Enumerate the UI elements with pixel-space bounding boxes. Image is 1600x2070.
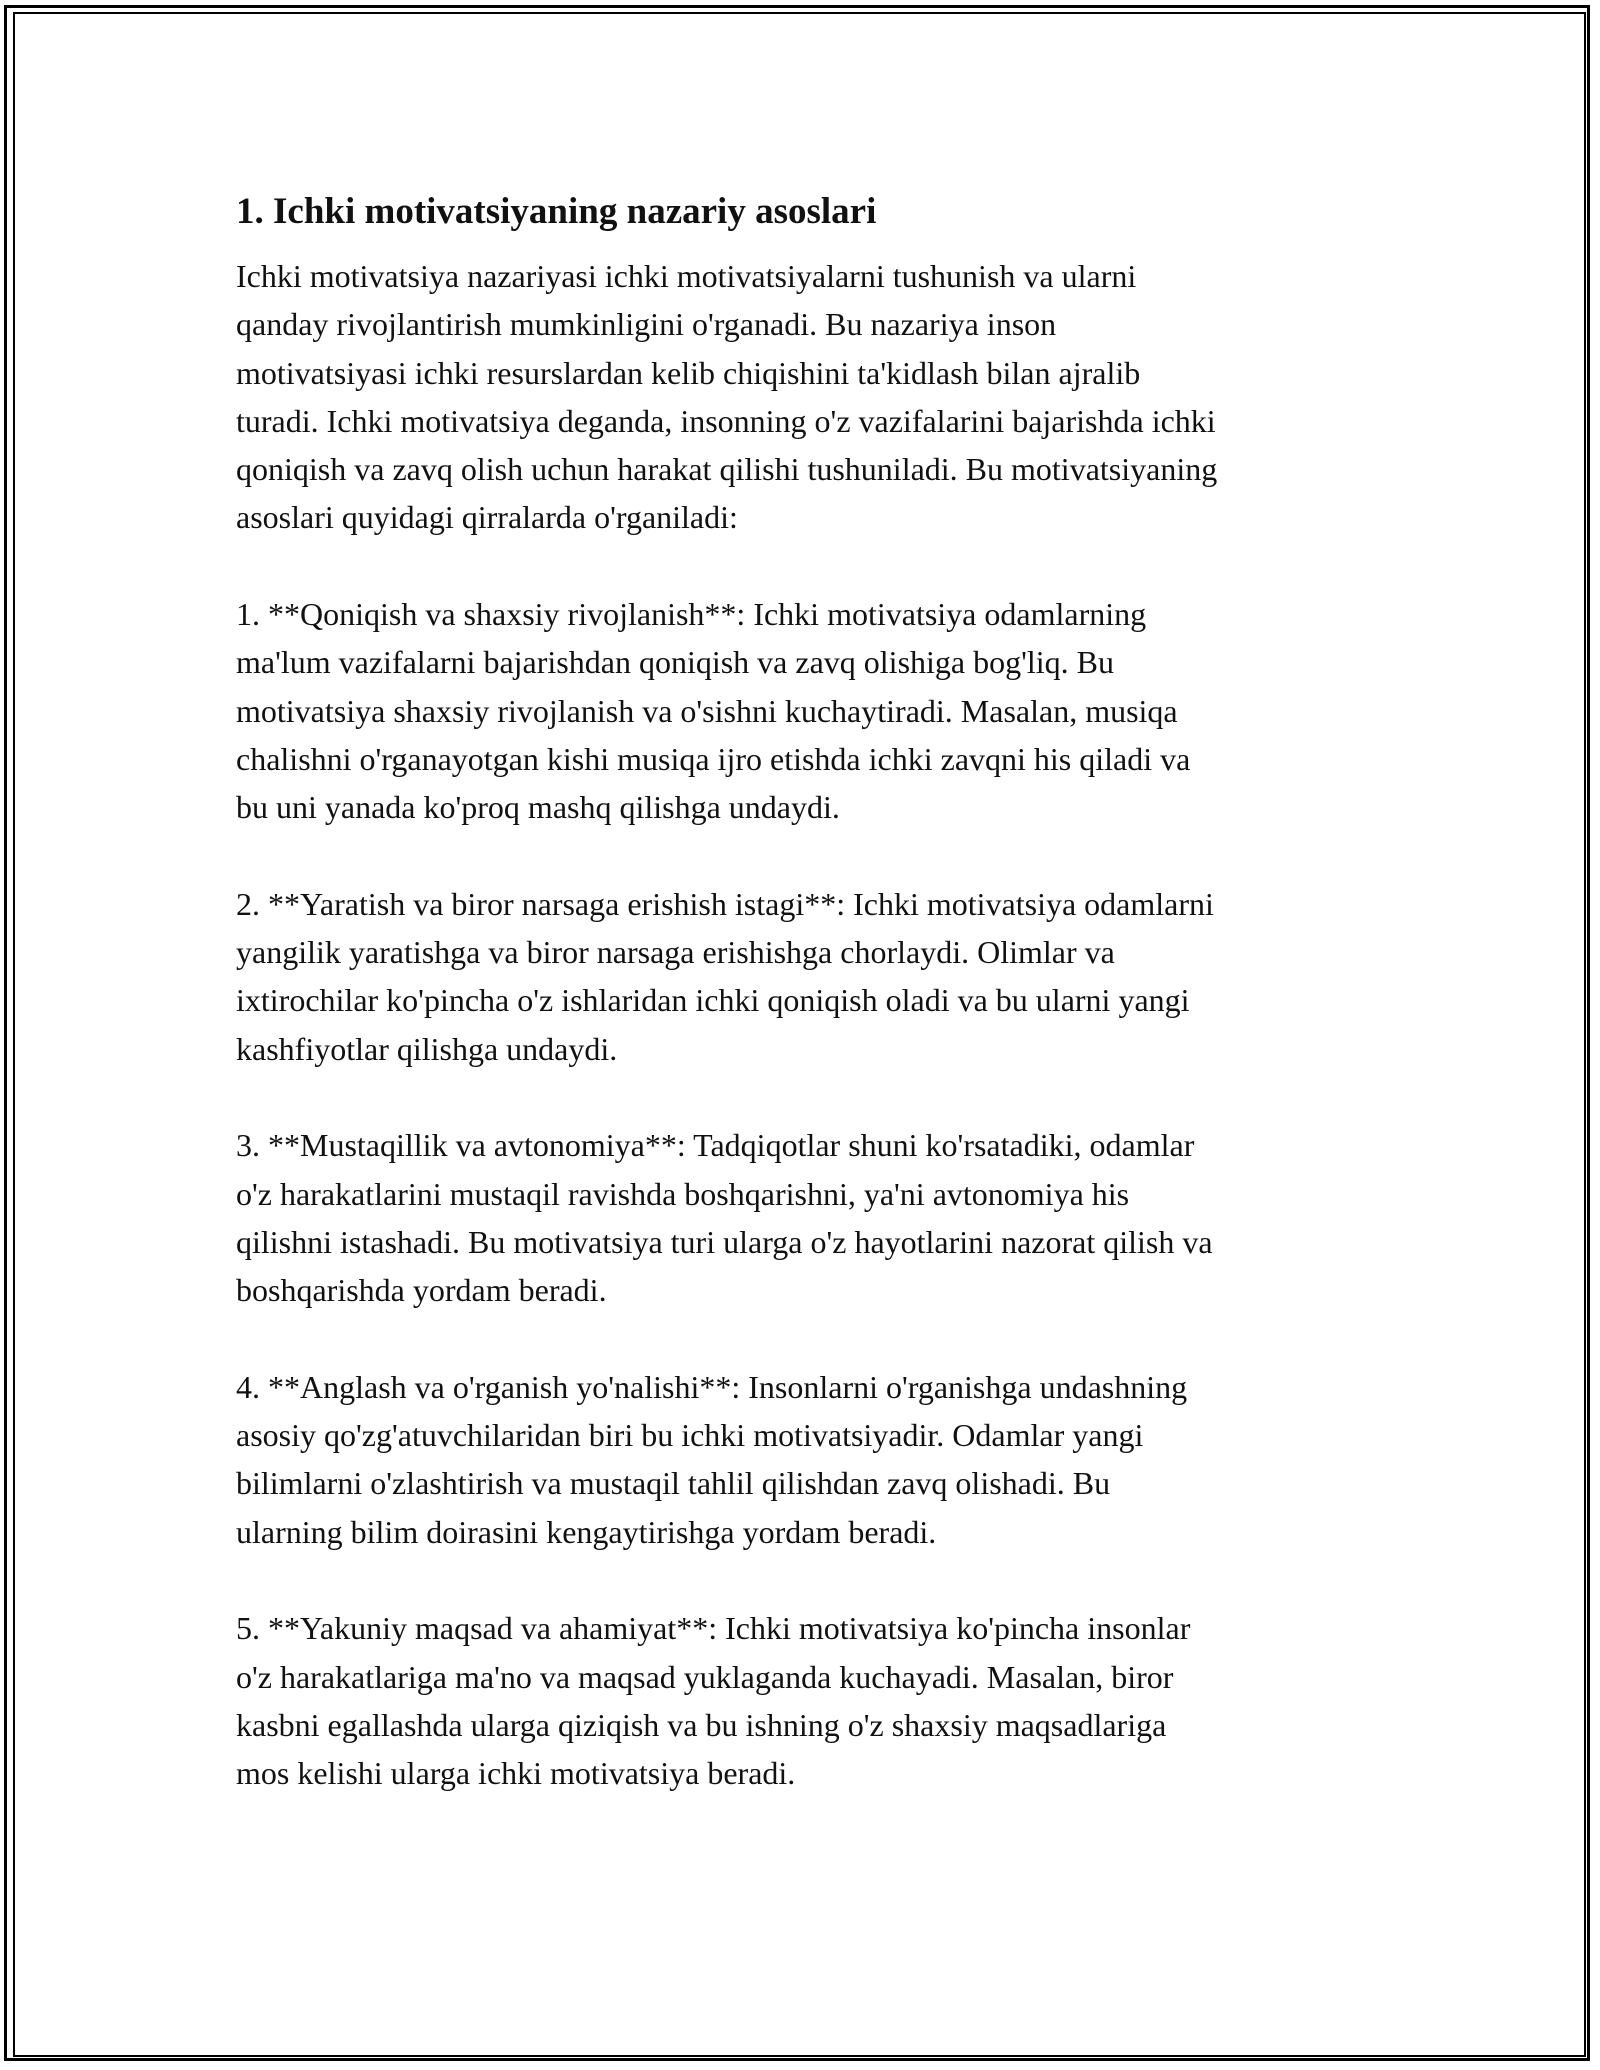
document-body — [236, 188, 1366, 1846]
text-line: boshqarishda yordam beradi. — [236, 1272, 607, 1309]
text-line: kasbni egallashda ularga qiziqish va bu ishning o'z shaxsiy maqsadlariga — [236, 1706, 1167, 1743]
list-item-paragraph-3 — [236, 1121, 1366, 1314]
text-line: qanday rivojlantirish mumkinligini o'rganadi. Bu nazariya inson — [236, 306, 1057, 343]
text-line: kashfiyotlar qilishga undaydi. — [236, 1030, 618, 1067]
text-line: 5. **Yakuniy maqsad va ahamiyat**: Ichki motivatsiya ko'pincha insonlar — [236, 1610, 1191, 1647]
text-line: ixtirochilar ko'pincha o'z ishlaridan ichki qoniqish oladi va bu ularni yangi — [236, 982, 1190, 1019]
text-line: asoslari quyidagi qirralarda o'rganiladi: — [236, 499, 738, 536]
list-item-paragraph-5 — [236, 1604, 1366, 1797]
text-line: 2. **Yaratish va biror narsaga erishish istagi**: Ichki motivatsiya odamlarni — [236, 885, 1214, 922]
text-line: o'z harakatlarini mustaqil ravishda boshqarishni, ya'ni avtonomiya his — [236, 1175, 1130, 1212]
text-line: 1. **Qoniqish va shaxsiy rivojlanish**: Ichki motivatsiya odamlarning — [236, 596, 1147, 633]
section-heading: 1. Ichki motivatsiyaning nazariy asoslari — [236, 191, 877, 232]
text-line: o'z harakatlariga ma'no va maqsad yuklaganda kuchayadi. Masalan, biror — [236, 1658, 1174, 1695]
text-line: mos kelishi ularga ichki motivatsiya beradi. — [236, 1755, 796, 1792]
text-line: motivatsiyasi ichki resurslardan kelib chiqishini ta'kidlash bilan ajralib — [236, 354, 1141, 391]
text-line: Ichki motivatsiya nazariyasi ichki motivatsiyalarni tushunish va ularni — [236, 258, 1137, 294]
text-line: qoniqish va zavq olish uchun harakat qilishi tushuniladi. Bu motivatsiyaning — [236, 451, 1218, 488]
intro-paragraph — [236, 252, 1366, 542]
text-line: 3. **Mustaqillik va avtonomiya**: Tadqiqotlar shuni ko'rsatadiki, odamlar — [236, 1127, 1195, 1164]
text-line: ma'lum vazifalarni bajarishdan qoniqish va zavq olishiga bog'liq. Bu — [236, 644, 1114, 681]
text-line: bilimlarni o'zlashtirish va mustaqil tahlil qilishdan zavq olishadi. Bu — [236, 1465, 1111, 1502]
text-line: asosiy qo'zg'atuvchilaridan biri bu ichki motivatsiyadir. Odamlar yangi — [236, 1417, 1144, 1454]
text-line: 4. **Anglash va o'rganish yo'nalishi**: Insonlarni o'rganishga undashning — [236, 1368, 1188, 1405]
text-line: turadi. Ichki motivatsiya deganda, insonning o'z vazifalarini bajarishda ichki — [236, 402, 1216, 439]
list-item-paragraph-4 — [236, 1363, 1366, 1556]
text-line: bu uni yanada ko'proq mashq qilishga undaydi. — [236, 789, 840, 826]
text-line: yangilik yaratishga va biror narsaga erishishga chorlaydi. Olimlar va — [236, 934, 1115, 971]
text-line: ularning bilim doirasini kengaytirishga yordam beradi. — [236, 1513, 937, 1550]
text-line: qilishni istashadi. Bu motivatsiya turi ularga o'z hayotlarini nazorat qilish va — [236, 1223, 1213, 1260]
list-item-paragraph-1 — [236, 590, 1366, 831]
list-item-paragraph-2 — [236, 880, 1366, 1073]
text-line: motivatsiya shaxsiy rivojlanish va o'sishni kuchaytiradi. Masalan, musiqa — [236, 692, 1178, 729]
text-line: chalishni o'rganayotgan kishi musiqa ijro etishda ichki zavqni his qiladi va — [236, 740, 1191, 777]
